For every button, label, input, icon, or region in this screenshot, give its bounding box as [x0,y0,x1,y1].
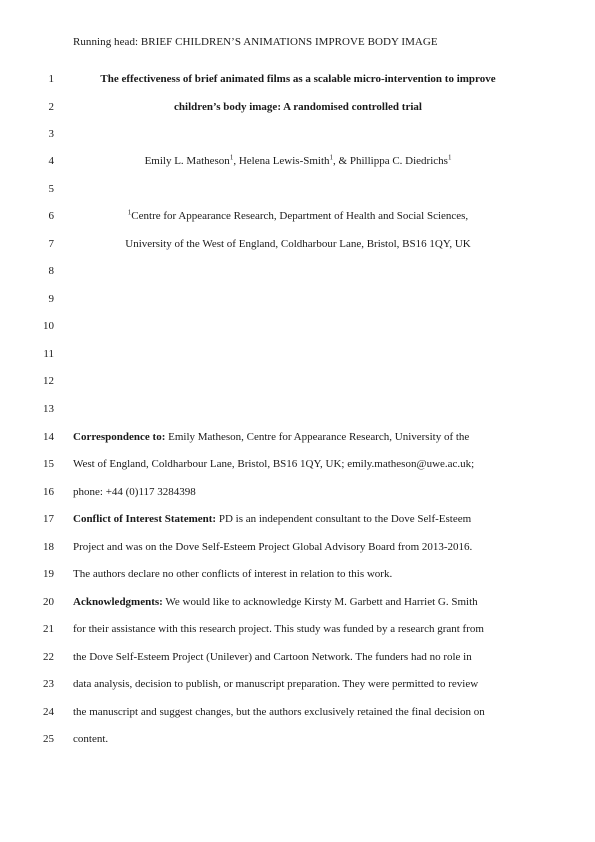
correspondence-label: Correspondence to: [73,431,166,443]
acknowledgments-line-4: data analysis, decision to publish, or manuscript preparation. They were permitted to review [73,678,479,690]
paper-title-line-1: The effectiveness of brief animated films as a scalable micro-intervention to improve [100,73,496,85]
correspondence-text: Emily Matheson, Centre for Appearance Research, University of the [165,431,470,443]
author-name: , Helena Lewis-Smith [233,155,330,167]
acknowledgments-line-3: the Dove Self-Esteem Project (Unilever) and Cartoon Network. The funders had no role in [73,651,472,663]
manuscript-line [0,263,595,279]
line-number: 17 [43,513,54,525]
manuscript-line [0,208,595,224]
line-number: 4 [48,155,54,167]
correspondence-line-2: West of England, Coldharbour Lane, Bristol, BS16 1QY, UK; emily.matheson@uwe.ac.uk; [73,458,475,470]
line-number: 18 [43,541,54,553]
author-name: Emily L. Matheson [144,155,230,167]
line-number: 15 [43,458,54,470]
line-number: 2 [48,101,54,113]
acknowledgments-label: Acknowledgments: [73,596,163,608]
affiliation-marker: 1 [229,153,234,162]
manuscript-line [0,236,595,252]
line-number: 7 [48,238,54,250]
line-number: 25 [43,733,54,745]
manuscript-line [0,318,595,334]
line-number: 3 [48,128,54,140]
line-number: 19 [43,568,54,580]
line-number: 1 [48,73,54,85]
line-number: 9 [48,293,54,305]
line-number: 5 [48,183,54,195]
conflict-label: Conflict of Interest Statement: [73,513,217,525]
manuscript-line [0,704,595,720]
manuscript-line [0,401,595,417]
acknowledgments-line-2: for their assistance with this research project. This study was funded by a research grant from [73,623,484,635]
affiliation-marker: 1 [447,153,452,162]
manuscript-line [0,539,595,555]
line-number: 21 [43,623,54,635]
manuscript-line [0,731,595,747]
line-number: 14 [43,431,54,443]
manuscript-line [0,676,595,692]
manuscript-line [0,373,595,389]
manuscript-line [0,126,595,142]
manuscript-line [0,621,595,637]
line-number: 20 [43,596,54,608]
manuscript-line [0,594,595,610]
correspondence-line-3: phone: +44 (0)117 3284398 [73,486,196,498]
manuscript-line [0,511,595,527]
manuscript-line [0,291,595,307]
manuscript-line [0,484,595,500]
manuscript-line [0,181,595,197]
manuscript-line [0,456,595,472]
running-head: Running head: BRIEF CHILDREN’S ANIMATIONS IMPROVE BODY IMAGE [73,36,438,48]
line-number: 24 [43,706,54,718]
manuscript-line [0,99,595,115]
line-number: 13 [43,403,54,415]
line-number: 6 [48,210,54,222]
manuscript-line [0,153,595,169]
affiliation-line-2: University of the West of England, Coldharbour Lane, Bristol, BS16 1QY, UK [125,238,471,250]
line-number: 22 [43,651,54,663]
acknowledgments-line-1 [73,594,523,610]
acknowledgments-text: We would like to acknowledge Kirsty M. Garbett and Harriet G. Smith [162,596,478,608]
manuscript-line [0,566,595,582]
conflict-line-1 [73,511,523,527]
correspondence-line-1 [73,429,523,445]
acknowledgments-line-5: the manuscript and suggest changes, but the authors exclusively retained the final decision on [73,706,485,718]
affiliation-line-1 [60,208,536,224]
line-number: 16 [43,486,54,498]
line-number: 10 [43,320,54,332]
manuscript-line [0,649,595,665]
line-number: 23 [43,678,54,690]
conflict-line-3: The authors declare no other conflicts of interest in relation to this work. [73,568,393,580]
conflict-text: PD is an independent consultant to the Dove Self-Esteem [216,513,472,525]
line-number: 8 [48,265,54,277]
conflict-line-2: Project and was on the Dove Self-Esteem Project Global Advisory Board from 2013-2016. [73,541,473,553]
affiliation-marker: 1 [127,208,132,217]
affiliation-marker: 1 [329,153,334,162]
manuscript-line [0,429,595,445]
paper-title-line-2: children’s body image: A randomised controlled trial [174,101,422,113]
manuscript-line [0,346,595,362]
author-name: , & Phillippa C. Diedrichs [333,155,448,167]
manuscript-line [0,71,595,87]
line-number: 12 [43,375,54,387]
author-list [60,153,536,169]
acknowledgments-line-6: content. [73,733,109,745]
line-number: 11 [43,348,54,360]
affiliation-text: Centre for Appearance Research, Department of Health and Social Sciences, [131,210,469,222]
